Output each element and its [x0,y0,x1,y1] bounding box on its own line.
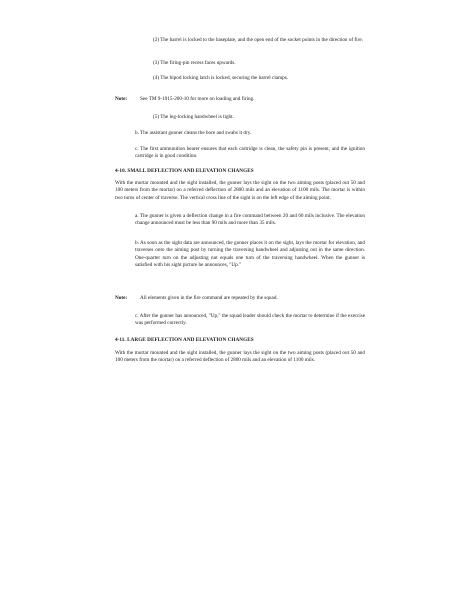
note-label: Note: [115,96,128,102]
section-heading-4-10: 4-10. SMALL DEFLECTION AND ELEVATION CHANGES [115,168,254,174]
note-label: Note: [115,295,128,301]
step-4-text: (4) The bipod locking latch is locked, securing the barrel clamps. [153,75,289,81]
paragraph-c: c. The first ammunition bearer ensures that each cartridge is clean, the safety pin is present, and the ignition cartridge is in good condition. [135,146,365,160]
section-4-11-intro: With the mortar mounted and the sight installed, the gunner lays the sight on the two aiming posts (placed out 50 and 100 meters from the mortar) on a referred deflection of 2800 mils and an elevation of 1100 mils. [115,350,365,364]
step-5-text: (5) The leg-locking handwheel is tight. [153,114,234,120]
paragraph-a: a. The gunner is given a deflection change in a fire command between 20 and 60 mils inclusive. The elevation change announced must be less than 90 mils and more than 35 mils. [135,213,365,227]
section-heading-4-11: 4-11. LARGE DEFLECTION AND ELEVATION CHANGES [115,337,254,343]
note-text: All elements given in the fire command are repeated by the squad. [140,295,278,301]
note-text: See TM 9-1015-200-10 for more on loading and firing. [140,96,255,102]
paragraph-b-sight: b. As soon as the sight data are announced, the gunner places it on the sight, lays the mortar for elevation, and traverses onto the aiming post by turning the traversing handwheel and adjusting out in the same direction. One-quarter turn on the adjusting nut equals one turn of the traversing handwheel. When the gunner is satisfied with his sight picture he announces, "Up." [135,240,365,269]
paragraph-c-check: c. After the gunner has announced, "Up," the squad leader should check the mortar to determine if the exercise was performed correctly. [135,313,365,327]
step-3-text: (3) The firing-pin recess faces upwards. [153,60,236,66]
paragraph-b: b. The assistant gunner cleans the bore and swabs it dry. [135,130,252,136]
section-4-10-intro: With the mortar mounted and the sight installed, the gunner lays the sight on the two aiming posts (placed out 50 and 100 meters from the mortar) on a referred deflection of 2800 mils and an elevation of 1100 mils. The mortar is within two turns of center of traverse. The vertical cross line of the sight is on the left edge of the aiming point. [115,180,365,201]
step-2-text: (2) The barrel is locked to the baseplate, and the open end of the socket points in the direction of fire. [153,37,363,43]
